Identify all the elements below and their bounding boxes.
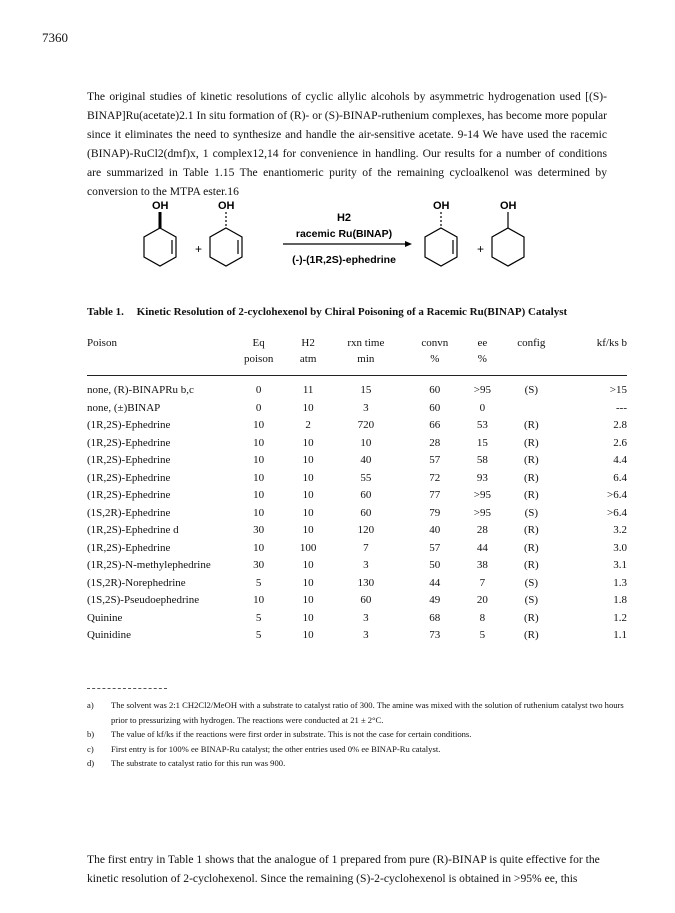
cell-poison: (1R,2S)-Ephedrine <box>87 471 171 484</box>
cell-ee: 8 <box>479 611 486 624</box>
cell-poison: (1R,2S)-Ephedrine <box>87 436 171 449</box>
cell-h2: 10 <box>302 576 314 589</box>
cell-poison: Quinine <box>87 611 123 624</box>
cell-kratio: >6.4 <box>607 489 627 501</box>
cell-ee: >95 <box>473 506 491 519</box>
cell-config: (R) <box>523 471 539 484</box>
cell-kratio: 2.6 <box>613 436 627 449</box>
cell-poison: (1R,2S)-Ephedrine <box>87 489 171 501</box>
cell-time: 60 <box>360 489 372 501</box>
cell-kratio: 1.8 <box>613 594 627 606</box>
cell-time: 40 <box>360 454 372 466</box>
cyclohexenol-right-a <box>425 200 457 266</box>
cell-convn: 77 <box>429 489 441 501</box>
cell-h2: 10 <box>302 594 314 606</box>
table-caption-text: Kinetic Resolution of 2-cyclohexenol by Chiral Poisoning of a Racemic Ru(BINAP) Catalyst <box>136 306 568 318</box>
cell-ee: 15 <box>476 436 488 449</box>
header-config: config <box>517 337 546 349</box>
cell-config: (S) <box>524 384 539 396</box>
cell-ee: 44 <box>476 541 488 554</box>
table-row <box>87 470 627 488</box>
cell-eq: 10 <box>253 489 265 501</box>
table-caption <box>87 306 647 318</box>
intro-paragraph: The original studies of kinetic resolutions of cyclic allylic alcohols by asymmetric hydrogenation used [(S)-BINAP]Ru(acetate)2.1 In situ formation of (R)- or (S)-BINAP-ruthenium complexes, has become more popular since it eliminates the need to synthesize and handle the air-sensitive acetate. 9-14 We have used the racemic (BINAP)-RuCl2(dmf)x, 1 complex12,14 for convenience in handling. Our results for a number of conditions are summarized in Table 1.15 The enantiomeric purity of the remaining cycloalkenol was determined by conversion to the MTPA ester.16 <box>87 89 607 198</box>
table-row <box>87 452 627 470</box>
cell-kratio: 1.1 <box>613 629 627 641</box>
cell-eq: 10 <box>253 454 265 466</box>
cell-eq: 0 <box>255 384 262 396</box>
cell-ee: 28 <box>476 524 488 536</box>
cell-config: (R) <box>523 629 539 641</box>
cell-poison: (1R,2S)-N-methylephedrine <box>87 559 211 571</box>
cell-config: (R) <box>523 419 539 431</box>
cell-poison: none, (R)-BINAPRu b,c <box>87 384 194 396</box>
cell-poison: (1S,2S)-Pseudoephedrine <box>87 594 200 606</box>
cell-poison: (1R,2S)-Ephedrine <box>87 541 171 554</box>
reaction-scheme <box>90 195 610 285</box>
header-ee: ee % <box>477 337 488 365</box>
cell-config: (S) <box>524 594 539 606</box>
cell-h2: 10 <box>302 401 314 414</box>
footnote-b: b) The value of kf/ks if the reactions were first order in substrate. This is not the case for certain conditions. <box>87 729 472 739</box>
cell-h2: 10 <box>302 436 314 449</box>
cell-time: 3 <box>363 401 369 414</box>
cell-convn: 72 <box>429 471 441 484</box>
cell-eq: 5 <box>255 629 262 641</box>
cell-kratio: >6.4 <box>607 506 627 519</box>
cell-poison: none, (±)BINAP <box>87 401 161 414</box>
cell-kratio: 3.1 <box>613 559 627 571</box>
cell-time: 7 <box>363 541 369 554</box>
oh-label: OH <box>218 200 235 212</box>
cell-ee: >95 <box>473 384 491 396</box>
footnote-c: c) First entry is for 100% ee BINAP-Ru catalyst; the other entries used 0% ee BINAP-Ru catalyst. <box>87 743 441 754</box>
table-row <box>87 592 627 610</box>
cell-time: 10 <box>360 436 372 449</box>
cell-poison: (1R,2S)-Ephedrine d <box>87 524 179 536</box>
cell-eq: 30 <box>253 524 265 536</box>
cell-h2: 10 <box>302 559 314 571</box>
results-table <box>87 333 627 645</box>
cell-config: (R) <box>523 559 539 571</box>
cell-time: 130 <box>357 576 375 589</box>
cell-convn: 57 <box>429 541 441 554</box>
cell-config: (R) <box>523 436 539 449</box>
header-h2: H2 atm <box>299 337 317 365</box>
table-row <box>87 575 627 593</box>
footnote-rule <box>87 688 167 689</box>
cell-time: 3 <box>363 559 369 571</box>
cell-eq: 5 <box>255 576 262 589</box>
cell-convn: 49 <box>429 594 441 606</box>
cell-kratio: 3.0 <box>613 541 627 554</box>
table-header-row <box>87 333 627 376</box>
cell-kratio: 1.3 <box>613 576 627 589</box>
cell-poison: (1R,2S)-Ephedrine <box>87 419 171 431</box>
header-time: rxn time min <box>347 337 385 365</box>
cell-h2: 10 <box>302 629 314 641</box>
cell-time: 120 <box>357 524 375 536</box>
table-row <box>87 400 627 418</box>
cell-eq: 30 <box>253 559 265 571</box>
cell-config: (R) <box>523 454 539 466</box>
cell-h2: 100 <box>299 541 317 554</box>
cell-kratio: 4.4 <box>613 454 627 466</box>
cell-convn: 68 <box>429 611 441 624</box>
cell-kratio: >15 <box>609 384 627 396</box>
cell-eq: 10 <box>253 506 265 519</box>
cell-time: 55 <box>360 471 372 484</box>
cell-config: (S) <box>524 576 539 589</box>
table-row <box>87 417 627 435</box>
cell-poison: (1S,2R)-Norephedrine <box>87 576 186 589</box>
cell-h2: 10 <box>302 611 314 624</box>
cell-convn: 60 <box>429 401 441 414</box>
cell-convn: 28 <box>429 436 441 449</box>
cell-config: (S) <box>524 506 539 519</box>
cell-eq: 10 <box>253 471 265 484</box>
cell-kratio: 6.4 <box>613 471 627 484</box>
cell-h2: 10 <box>302 471 314 484</box>
table-row <box>87 522 627 540</box>
cell-kratio: 2.8 <box>613 419 627 431</box>
cell-ee: 7 <box>479 576 486 589</box>
cell-ee: 53 <box>476 419 488 431</box>
footnote-a: a) The solvent was 2:1 CH2Cl2/MeOH with a substrate to catalyst ratio of 300. The amine was mixed with the solution of ruthenium catalyst two hours prior to pressurizing with hydrogen. The reactions were conducted at 21 ± 2°C. <box>87 700 624 725</box>
plus-sign-1: + <box>195 242 203 256</box>
cyclohexanol-right-b <box>492 200 524 266</box>
cell-eq: 10 <box>253 419 265 431</box>
cell-h2: 10 <box>302 506 314 519</box>
cell-config: (R) <box>523 541 539 554</box>
cell-eq: 0 <box>255 401 262 414</box>
table-caption-label: Table 1. <box>87 306 124 318</box>
oh-label: OH <box>500 200 517 212</box>
cell-h2: 10 <box>302 524 314 536</box>
cell-convn: 79 <box>429 506 441 519</box>
cell-ee: 93 <box>476 471 488 484</box>
poison-label: (-)-(1R,2S)-ephedrine <box>292 254 396 266</box>
cell-h2: 2 <box>305 419 311 431</box>
cell-ee: 58 <box>476 454 488 466</box>
cell-convn: 60 <box>429 384 441 396</box>
cell-convn: 44 <box>429 576 441 589</box>
header-kratio: kf/ks b <box>596 337 627 349</box>
cell-convn: 73 <box>429 629 441 641</box>
table-row <box>87 610 627 628</box>
cell-convn: 57 <box>429 454 441 466</box>
cell-config: (R) <box>523 611 539 624</box>
cell-time: 15 <box>360 384 372 396</box>
cell-h2: 10 <box>302 489 314 501</box>
oh-label: OH <box>152 200 169 212</box>
cell-poison: Quinidine <box>87 629 131 641</box>
cell-poison: (1R,2S)-Ephedrine <box>87 454 171 466</box>
cell-time: 720 <box>357 419 375 431</box>
cell-ee: 0 <box>479 401 486 414</box>
cell-ee: 38 <box>476 559 488 571</box>
cell-kratio: --- <box>616 401 627 414</box>
header-poison: Poison <box>87 337 117 349</box>
cell-ee: 5 <box>479 629 486 641</box>
cell-poison: (1S,2R)-Ephedrine <box>87 506 171 519</box>
cell-config: (R) <box>523 489 539 501</box>
cell-convn: 66 <box>429 419 441 431</box>
table-row <box>87 435 627 453</box>
catalyst-label: racemic Ru(BINAP) <box>295 228 393 240</box>
cell-time: 60 <box>360 594 372 606</box>
cell-eq: 10 <box>253 541 265 554</box>
cell-kratio: 1.2 <box>613 611 627 624</box>
cell-time: 3 <box>363 611 369 624</box>
footnote-d: d) The substrate to catalyst ratio for this run was 900. <box>87 758 286 768</box>
cell-kratio: 3.2 <box>613 524 627 536</box>
cell-convn: 40 <box>429 524 441 536</box>
header-eq: Eq poison <box>244 337 274 365</box>
cyclohexenol-left-b <box>210 200 242 266</box>
plus-sign-2: + <box>477 242 485 256</box>
cell-time: 3 <box>363 629 369 641</box>
footnotes <box>87 698 627 771</box>
table-row <box>87 376 627 400</box>
cell-h2: 10 <box>302 454 314 466</box>
cell-config <box>501 400 562 418</box>
cyclohexenol-left-a <box>144 200 176 266</box>
cell-time: 60 <box>360 506 372 519</box>
table-row <box>87 557 627 575</box>
cell-eq: 10 <box>253 594 265 606</box>
table-row <box>87 487 627 505</box>
cell-eq: 5 <box>255 611 262 624</box>
table-row <box>87 505 627 523</box>
cell-ee: 20 <box>476 594 488 606</box>
cell-h2: 11 <box>302 384 314 396</box>
cell-eq: 10 <box>253 436 265 449</box>
h2-label: H2 <box>336 212 352 224</box>
page-number: 7360 <box>42 30 68 45</box>
oh-label: OH <box>433 200 450 212</box>
table-row <box>87 627 627 645</box>
cell-convn: 50 <box>429 559 441 571</box>
header-convn: convn % <box>421 337 449 365</box>
cell-config: (R) <box>523 524 539 536</box>
cell-ee: >95 <box>473 489 491 501</box>
table-row <box>87 540 627 558</box>
tail-paragraph: The first entry in Table 1 shows that the analogue of 1 prepared from pure (R)-BINAP is quite effective for the kinetic resolution of 2-cyclohexenol. Since the remaining (S)-2-cyclohexenol is obtained in >95% ee, this <box>87 852 600 885</box>
